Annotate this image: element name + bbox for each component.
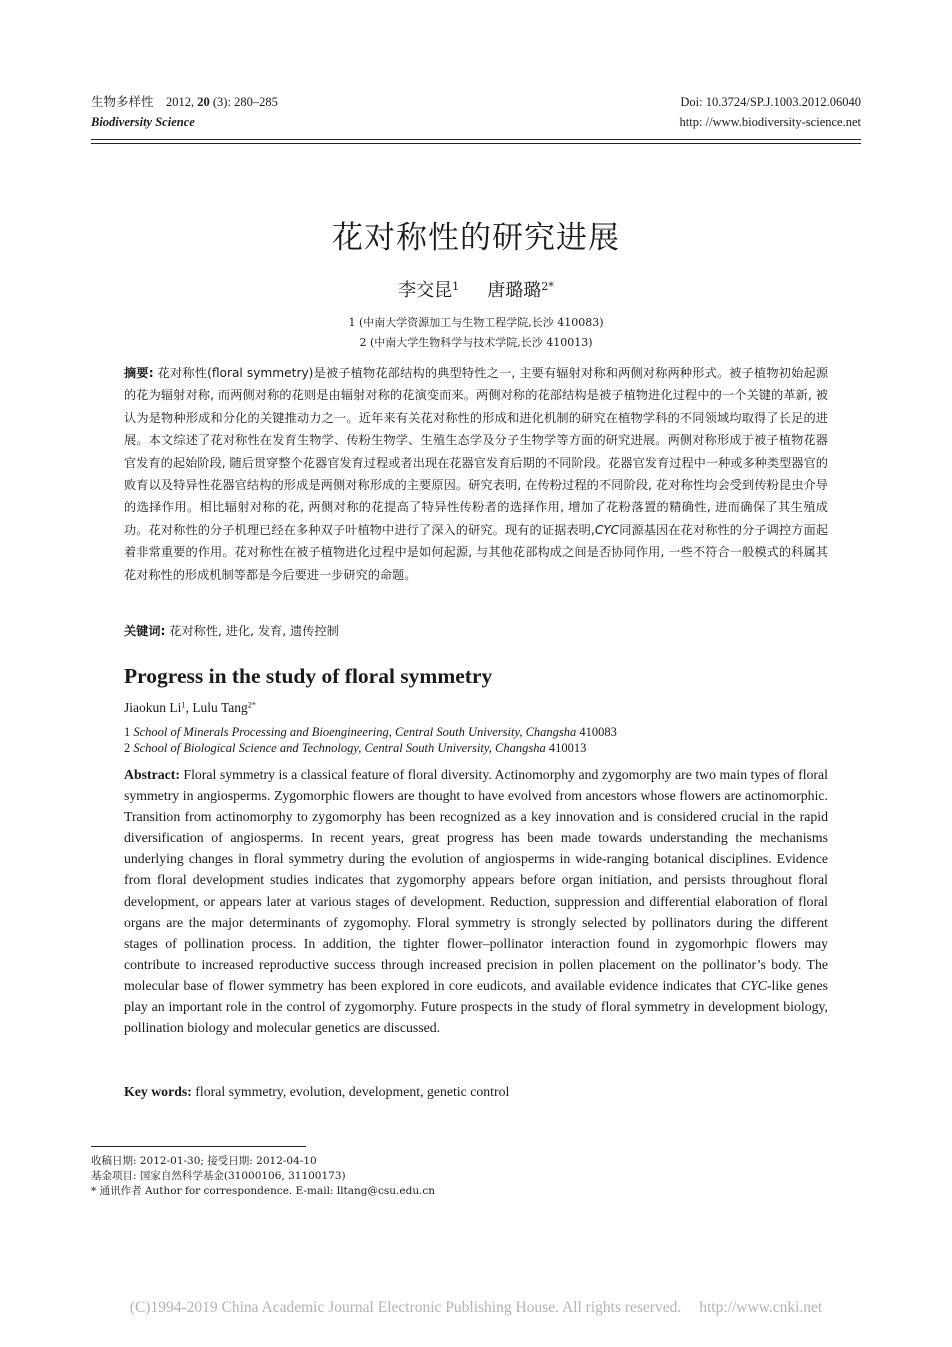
author-1-en-sup: 1 <box>181 700 186 710</box>
footnote-corr-en[interactable]: Author for correspondence. E-mail: lltang@csu.edu.cn <box>144 1185 436 1197</box>
journal-url[interactable]: http: //www.biodiversity-science.net <box>679 115 861 129</box>
author-1-cn-sup: 1 <box>452 279 460 293</box>
footnote-correspondence <box>91 1184 435 1199</box>
journal-issue-pages: (3): 280–285 <box>212 95 278 109</box>
affiliation-2-en-text: School of Biological Science and Technology, Central South University, Changsha <box>133 741 546 755</box>
abstract-cn-gene: CYC <box>594 522 620 537</box>
affiliation-2-en-num: 2 <box>124 741 134 755</box>
journal-name-en: Biodiversity Science <box>91 115 195 129</box>
keywords-cn-text: 花对称性, 进化, 发育, 遗传控制 <box>165 624 339 638</box>
keywords-en <box>124 1081 828 1103</box>
keywords-en-text: floral symmetry, evolution, development, genetic control <box>191 1084 510 1099</box>
journal-header-left <box>91 92 278 132</box>
affiliation-2-en-code: 410013 <box>545 741 587 755</box>
footnote-fund: 基金项目: 国家自然科学基金(31000106, 31100173) <box>91 1170 346 1182</box>
footnote-corr-mark: * <box>91 1185 97 1197</box>
journal-header-right <box>680 92 861 132</box>
abstract-en-gene: CYC <box>740 977 767 993</box>
abstract-cn <box>124 362 828 586</box>
authors-en <box>124 700 256 716</box>
paper-title-en: Progress in the study of floral symmetry <box>124 664 493 688</box>
affiliation-1-cn: 1 (中南大学资源加工与生物工程学院,长沙 410083) <box>348 316 604 329</box>
abstract-en <box>124 764 828 1038</box>
footnotes <box>91 1154 435 1199</box>
author-separator: , <box>185 700 193 715</box>
keywords-en-label: Key words: <box>124 1084 192 1099</box>
affiliation-1-en-code: 410083 <box>576 725 617 739</box>
abstract-en-label: Abstract: <box>124 767 180 782</box>
paper-title-cn: 花对称性的研究进展 <box>332 220 620 256</box>
author-1-cn: 李交昆 <box>398 280 453 301</box>
watermark-url: http://www.cnki.net <box>699 1299 823 1316</box>
journal-volume: 20 <box>197 95 210 109</box>
affiliation-1-en-num: 1 <box>124 725 134 739</box>
footnote-received: 收稿日期: 2012-01-30; 接受日期: 2012-04-10 <box>91 1155 317 1167</box>
cnki-watermark <box>0 1299 952 1317</box>
affiliation-1-en-text: School of Minerals Processing and Bioengineering, Central South University, Changsha <box>133 725 577 739</box>
affiliation-1-en <box>124 724 617 740</box>
keywords-cn-label: 关键词: <box>124 624 166 638</box>
header-rule-thick <box>91 139 861 140</box>
watermark-text: (C)1994-2019 China Academic Journal Electronic Publishing House. All rights reserved. <box>129 1299 682 1316</box>
author-2-cn: 唐璐璐 <box>487 280 542 301</box>
abstract-cn-label: 摘要: <box>124 366 154 380</box>
journal-year: 2012, <box>166 95 195 109</box>
abstract-en-text-2: -like genes play an important role in the control of zygomorphy. Future prospects in the study of floral symmetry in development biology, pollination biology and molecular genetics are discussed. <box>124 977 828 1036</box>
author-2-en: Lulu Tang <box>192 700 248 715</box>
author-2-cn-sup: 2* <box>541 279 554 293</box>
abstract-cn-text-1: 花对称性(floral symmetry)是被子植物花部结构的典型特性之一, 主要有辐射对称和两侧对称两种形式。被子植物初始起源的花为辐射对称, 而两侧对称的花则是由辐射对称的花演变而来。两侧对称的花部结构是被子植物进化过程中的一个关键的革新, 被认为是物种形成和分化的关键推动力之一。近年来有关花对称性的形成和进化机制的研究在植物学科的不同领域均取得了长足的进展。本文综述了花对称性在发育生物学、传粉生物学、生殖生态学及分子生物学等方面的研究进展。两侧对称形成于被子植物花器官发育的起始阶段, 随后贯穿整个花器官发育过程或者出现在花器官发育后期的不同阶段。花器官发育过程中一种或多种类型器官的败育以及特异性花器官结构的形成是两侧对称形成的主要原因。研究表明, 在传粉过程的不同阶段, 花对称性均会受到传粉昆虫介导的选择作用。相比辐射对称的花, 两侧对称的花提高了特异性传粉者的选择作用, 增加了花粉落置的精确性, 进而确保了其生殖成功。花对称性的分子机理已经在多种双子叶植物中进行了深入的研究。现有的证据表明, <box>124 366 829 537</box>
affiliation-2-en <box>124 740 586 756</box>
abstract-en-text-1: Floral symmetry is a classical feature of floral diversity. Actinomorphy and zygomorphy are two main types of floral symmetry in angiosperms. Zygomorphic flowers are thought to have evolved from ancestors whose flowers are actinomorphic. Transition from actinomorphy to zygomorphy has been recognized as a key innovation and is considered crucial in the rapid diversification of angiosperms. In recent years, great progress has been made towards understanding the mechanisms underlying changes in floral symmetry during the evolution of angiosperms in wide-ranging botanical disciplines. Evidence from floral development studies indicates that zygomorphy appears before organ initiation, and persists throughout floral development, or appears later at various stages of development. Reduction, suppression and differential elaboration of floral organs are the major determinants of zygomophy. Floral symmetry is strongly selected by pollinators during the different stages of pollination process. In addition, the tighter flower–pollinator interaction found in zygomorhpic flowers may contribute to increased reproductive success through increased precision in pollen placement on the pollinator’s body. The molecular base of flower symmetry has been explored in core eudicots, and available evidence indicates that <box>124 767 828 993</box>
footnote-rule <box>91 1146 306 1147</box>
keywords-cn <box>124 620 828 642</box>
abstract-cn-text-2: 同源基因在花对称性的分子调控方面起着非常重要的作用。花对称性在被子植物进化过程中是如何起源, 与其他花部构成之间是否协同作用, 一些不符合一般模式的科属其花对称性的形成机制等都是今后要进一步研究的命题。 <box>124 522 829 582</box>
affiliation-2-cn: 2 (中南大学生物科学与技术学院,长沙 410013) <box>359 336 593 349</box>
author-1-en: Jiaokun Li <box>124 700 182 715</box>
journal-name-cn: 生物多样性 <box>91 95 154 109</box>
authors-cn <box>0 276 952 302</box>
footnote-corr-cn: 通讯作者 <box>96 1185 145 1197</box>
doi: Doi: 10.3724/SP.J.1003.2012.06040 <box>680 95 861 109</box>
header-rule-thin <box>91 143 861 144</box>
author-2-en-sup: 2* <box>247 700 257 710</box>
